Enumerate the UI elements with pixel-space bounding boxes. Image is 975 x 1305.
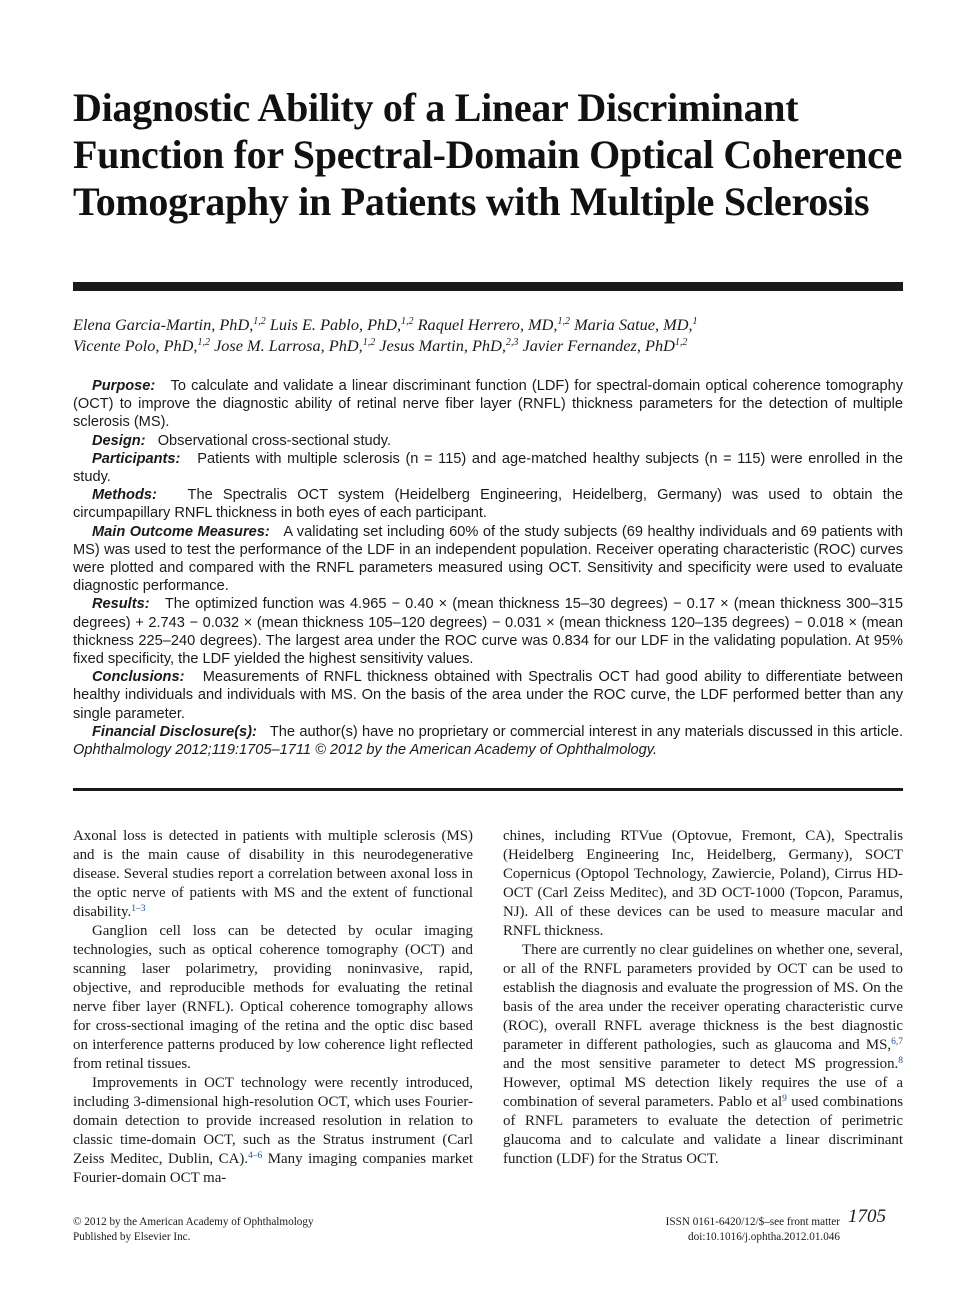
- issn-line: ISSN 0161-6420/12/$–see front matter: [665, 1216, 840, 1228]
- abstract-text: Observational cross-sectional study.: [157, 432, 392, 449]
- abstract-design: [73, 432, 903, 450]
- author-list: [73, 314, 903, 356]
- reference-link[interactable]: 1–3: [131, 904, 146, 914]
- abstract-label: Results:: [92, 596, 150, 613]
- body-paragraph: [503, 827, 903, 941]
- abstract-label: Financial Disclosure(s):: [92, 723, 257, 740]
- abstract-text: Measurements of RNFL thickness obtained with Spectralis OCT had good ability to differentiate between healthy individuals and individuals with MS. On the basis of the area under the ROC curve, the LDF performed better than any single parameter.: [73, 669, 903, 722]
- author-affiliation: 1,2: [197, 337, 210, 348]
- copyright-line: © 2012 by the American Academy of Ophthalmology: [73, 1216, 314, 1228]
- author: Luis E. Pablo, PhD,: [269, 315, 402, 334]
- author: Maria Satue, MD,: [574, 315, 693, 334]
- author: Jose M. Larrosa, PhD,: [214, 336, 363, 355]
- reference-link[interactable]: 4–6: [248, 1151, 263, 1161]
- abstract-text: To calculate and validate a linear discriminant function (LDF) for spectral-domain optical coherence tomography (OCT) to improve the diagnostic ability of retinal nerve fiber layer (RNFL) thickness parameters for the detection of multiple sclerosis (MS).: [73, 378, 903, 431]
- paragraph-text: Axonal loss is detected in patients with multiple sclerosis (MS) and is the main cause of disability in this neurodegenerative disease. Several studies report a correlation between axonal loss in the optic nerve of patients with MS and the extent of functional disability.: [73, 828, 473, 920]
- abstract-divider: [73, 788, 903, 791]
- author: Jesus Martin, PhD,: [379, 336, 506, 355]
- paragraph-text: used combinations of RNFL parameters to evaluate the detection of perimetric glaucoma and to calculate and validate a linear discriminant function (LDF) for the Stratus OCT.: [503, 1094, 903, 1167]
- abstract-label: Participants:: [92, 450, 181, 467]
- paragraph-text: Many imaging companies market Fourier-domain OCT ma-: [73, 1151, 473, 1186]
- abstract-financial-disclosure: [73, 723, 903, 759]
- author-affiliation: 1,2: [674, 337, 688, 348]
- abstract-label: Main Outcome Measures:: [92, 523, 270, 540]
- body-paragraph: [73, 922, 473, 1074]
- reference-link[interactable]: 9: [782, 1094, 787, 1104]
- abstract-outcome-measures: [73, 523, 903, 596]
- body-column-left: [73, 827, 473, 1188]
- abstract: [73, 377, 903, 759]
- author: Javier Fernandez, PhD: [522, 336, 675, 355]
- article-title: Diagnostic Ability of a Linear Discriminant Function for Spectral-Domain Optical Coherence Tomography in Patients with Multiple Sclerosis: [73, 85, 903, 224]
- abstract-label: Purpose:: [92, 378, 156, 394]
- abstract-text: The optimized function was 4.965 − 0.40 × (mean thickness 15–30 degrees) − 0.17 × (mean thickness 300–315 degrees) + 2.743 − 0.032 × (mean thickness 105–120 degrees) − 0.031 × (mean thickness 120–135 degrees) − 0.018 × (mean thickness 225–240 degrees). The largest area under the ROC curve was 0.834 for our LDF in the validating population. At 95% fixed specificity, the LDF yielded the highest sensitivity values.: [73, 596, 903, 668]
- abstract-text: The Spectralis OCT system (Heidelberg Engineering, Heidelberg, Germany) was used to obtain the circumpapillary RNFL thickness in both eyes of each participant.: [73, 487, 903, 522]
- abstract-text: The author(s) have no proprietary or commercial interest in any materials discussed in this article.: [269, 723, 903, 740]
- paragraph-text: There are currently no clear guidelines on whether one, several, or all of the RNFL parameters provided by OCT can be used to establish the diagnosis and evaluate the progression of MS. On the basis of the area under the receiver operating characteristic curve (ROC), overall RNFL average thickness is the best diagnostic parameter in different pathologies, such as glaucoma and MS,: [503, 942, 903, 1053]
- title-divider: [73, 282, 903, 291]
- paragraph-text: Improvements in OCT technology were recently introduced, including 3-dimensional high-resolution OCT, which uses Fourier-domain detection to provide increased resolution in relation to classic time-domain OCT, such as the Stratus instrument (Carl Zeiss Meditec, Dublin, CA).: [73, 1075, 473, 1167]
- footer-publisher: [73, 1215, 314, 1245]
- abstract-results: [73, 595, 903, 668]
- publisher-line: Published by Elsevier Inc.: [73, 1231, 191, 1243]
- author: Raquel Herrero, MD,: [417, 315, 558, 334]
- abstract-conclusions: [73, 668, 903, 723]
- author-affiliation: 1,2: [362, 337, 376, 348]
- paragraph-text: chines, including RTVue (Optovue, Fremont, CA), Spectralis (Heidelberg Engineering Inc, Heidelberg, Germany), SOCT Copernicus (Optopol Technology, Zawiercie, Poland), Cirrus HD-OCT (Carl Zeiss Meditec), and 3D OCT-1000 (Topcon, Paramus, NJ). All of these devices can be used to measure macular and RNFL thickness.: [503, 828, 903, 939]
- author-affiliation: 1,2: [253, 316, 266, 327]
- abstract-text: Patients with multiple sclerosis (n = 115) and age-matched healthy subjects (n = 115) were enrolled in the study.: [73, 450, 903, 486]
- paragraph-text: However, optimal MS detection likely requires the use of a combination of several parameters. Pablo et al: [503, 1075, 903, 1110]
- body-paragraph: [73, 827, 473, 922]
- doi-line: doi:10.1016/j.ophtha.2012.01.046: [688, 1231, 840, 1243]
- author: Elena Garcia-Martin, PhD,: [73, 315, 254, 334]
- journal-citation: Ophthalmology 2012;119:1705–1711 © 2012 by the American Academy of Ophthalmology.: [73, 742, 658, 759]
- author-affiliation: 1: [692, 316, 698, 327]
- abstract-label: Design:: [92, 432, 146, 449]
- page-number: 1705: [848, 1206, 886, 1227]
- author-affiliation: 2,3: [505, 337, 519, 348]
- author: Vicente Polo, PhD,: [73, 336, 198, 355]
- body-paragraph: [73, 1074, 473, 1188]
- abstract-text: A validating set including 60% of the study subjects (69 healthy individuals and 69 patients with MS) was used to test the performance of the LDF in an independent population. Receiver operating characteristic (ROC) curves were plotted and compared with the RNFL parameters measured using OCT. Sensitivity and specificity were used to evaluate diagnostic performance.: [73, 523, 903, 595]
- footer-issn: [600, 1215, 840, 1245]
- body-paragraph: [503, 941, 903, 1169]
- reference-link[interactable]: 8: [898, 1056, 903, 1066]
- reference-link[interactable]: 6,7: [891, 1037, 903, 1047]
- paragraph-text: Ganglion cell loss can be detected by ocular imaging technologies, such as optical coherence tomography (OCT) and scanning laser polarimetry, providing noninvasive, rapid, objective, and reproducible methods for evaluating the retinal nerve fiber layer (RNFL). Optical coherence tomography allows for cross-sectional imaging of the retina and the optic disc based on interference patterns produced by low coherence light reflected from retinal tissues.: [73, 923, 473, 1072]
- abstract-label: Conclusions:: [92, 669, 185, 686]
- author-affiliation: 1,2: [557, 316, 570, 327]
- abstract-label: Methods:: [92, 487, 157, 504]
- abstract-participants: [73, 450, 903, 486]
- paragraph-text: and the most sensitive parameter to detect MS progression.: [503, 1056, 899, 1072]
- body-column-right: [503, 827, 903, 1169]
- author-affiliation: 1,2: [401, 316, 414, 327]
- abstract-methods: [73, 486, 903, 522]
- abstract-purpose: [73, 377, 903, 432]
